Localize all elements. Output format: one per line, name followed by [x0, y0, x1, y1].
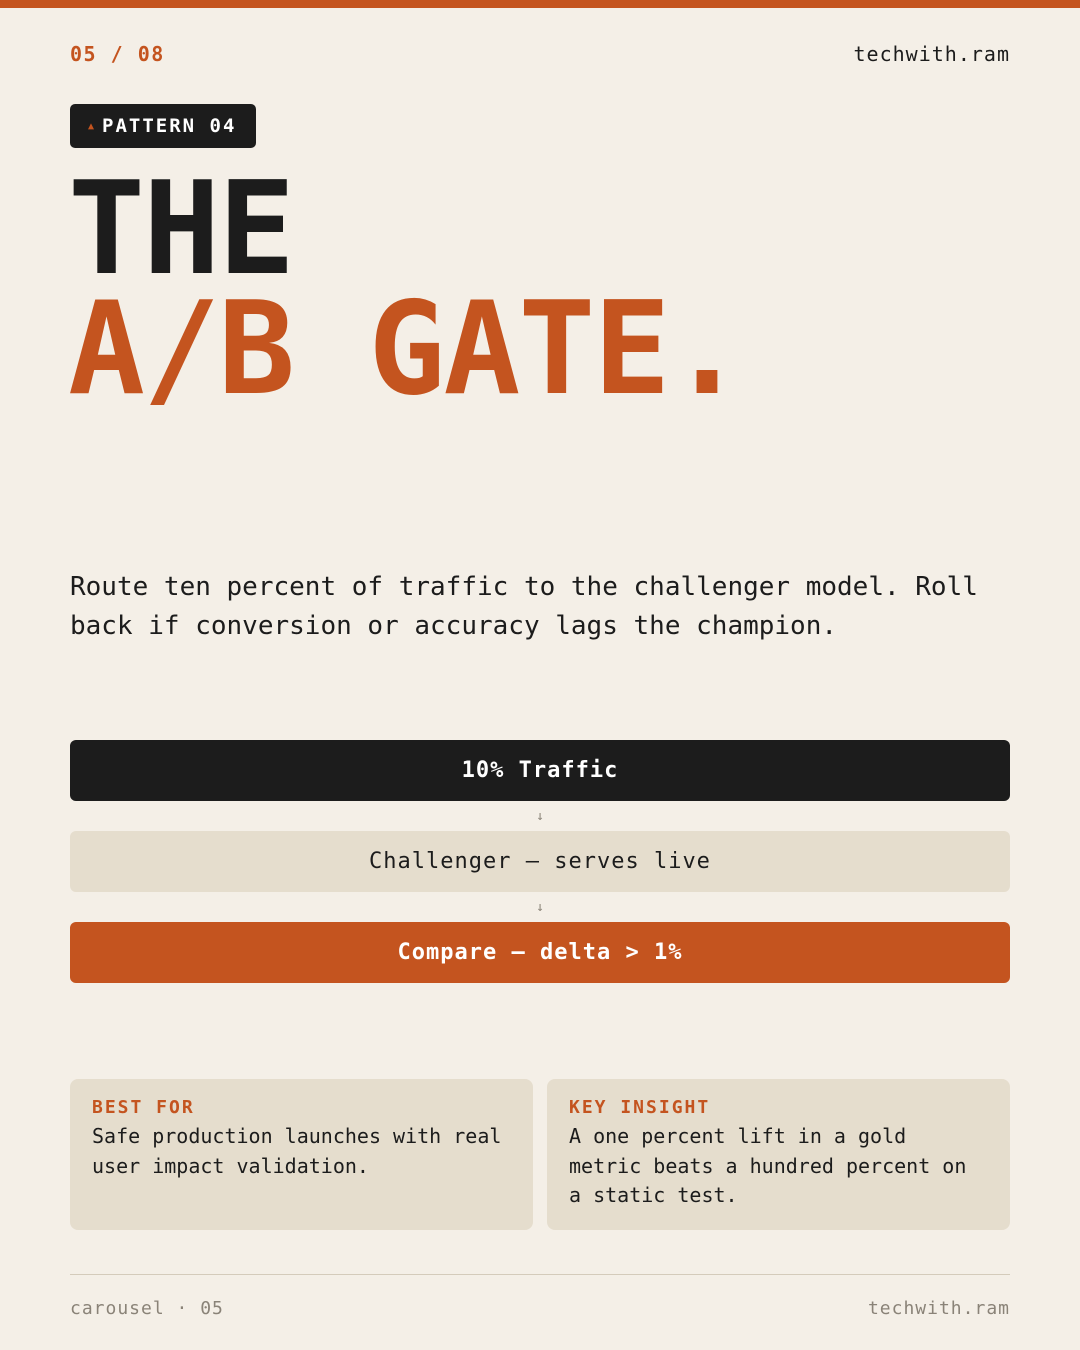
- description: Route ten percent of traffic to the challenger model. Roll back if conversion or accuracy lags the champion.: [70, 572, 978, 641]
- triangle-up-icon: ▲: [88, 120, 95, 132]
- page-counter: 05 / 08: [70, 42, 165, 66]
- title-line-1: THE: [68, 155, 294, 304]
- key-insight-body: A one percent lift in a gold metric beats a hundred percent on a static test.: [569, 1124, 967, 1207]
- pattern-badge: [70, 104, 256, 148]
- flow-step-traffic: 10% Traffic: [70, 740, 1010, 801]
- footer-brand: techwith.ram: [867, 1298, 1010, 1319]
- footer-carousel-label: carousel · 05: [70, 1298, 224, 1319]
- flow-step-challenger: Challenger — serves live: [70, 831, 1010, 892]
- best-for-card: [70, 1079, 533, 1230]
- flow-step-compare: Compare — delta > 1%: [70, 922, 1010, 983]
- brand-handle: techwith.ram: [853, 42, 1010, 66]
- top-accent-bar: [0, 0, 1080, 8]
- best-for-title: BEST FOR: [92, 1097, 195, 1118]
- pattern-badge-label: PATTERN 04: [102, 115, 237, 137]
- arrow-down-icon: ↓: [536, 809, 544, 824]
- arrow-down-icon: ↓: [536, 900, 544, 915]
- key-insight-card: [547, 1079, 1010, 1230]
- best-for-body: Safe production launches with real user impact validation.: [92, 1124, 502, 1178]
- footer-divider: [70, 1274, 1010, 1275]
- title-line-2: A/B GATE.: [68, 275, 744, 424]
- key-insight-title: KEY INSIGHT: [569, 1097, 711, 1118]
